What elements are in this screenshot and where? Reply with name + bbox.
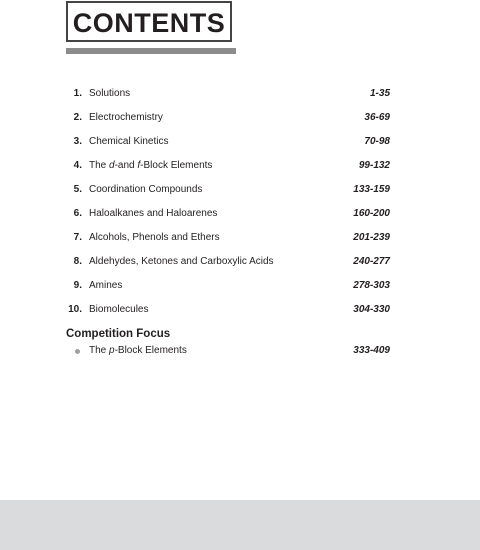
toc-entry-10[interactable] [66, 301, 390, 325]
title-part: -Block Elements [140, 160, 213, 171]
toc-entry-title: Aldehydes, Ketones and Carboxylic Acids [89, 256, 274, 267]
bullet-dot-icon [75, 349, 80, 354]
toc-entry-1[interactable] [66, 85, 390, 109]
toc-entry-9[interactable] [66, 277, 390, 301]
title-part: The [89, 345, 110, 356]
focus-entry-title [89, 344, 187, 358]
title-part-italic: d [109, 160, 115, 171]
toc-entry-number: 5. [73, 184, 82, 195]
toc-entry-title [89, 159, 212, 173]
title-box [66, 1, 232, 42]
toc-entry-title: Alcohols, Phenols and Ethers [89, 232, 220, 243]
toc-entry-3[interactable] [66, 133, 390, 157]
competition-focus-heading: Competition Focus [66, 328, 171, 340]
toc-entry-title: Solutions [89, 88, 131, 99]
toc-entry-pages: 70-98 [364, 136, 390, 147]
title-part-italic: p [109, 345, 115, 356]
toc-entry-pages: 160-200 [353, 208, 390, 219]
toc-entry-number: 10. [68, 304, 82, 315]
toc-entry-number: 7. [73, 232, 82, 243]
toc-entry-pages: 240-277 [353, 256, 390, 267]
toc-entry-number: 8. [73, 256, 82, 267]
toc-entry-number: 3. [73, 136, 82, 147]
toc-entry-number: 6. [73, 208, 82, 219]
title-part: -and [114, 160, 138, 171]
toc-entry-8[interactable] [66, 253, 390, 277]
toc-entry-7[interactable] [66, 229, 390, 253]
toc-entry-title: Biomolecules [89, 304, 149, 315]
toc-entry-title: Electrochemistry [89, 112, 163, 123]
toc-entry-pages: 133-159 [353, 184, 390, 195]
toc-entry-pages: 304-330 [353, 304, 390, 315]
toc-entry-pages: 201-239 [353, 232, 390, 243]
footer-band [0, 500, 480, 550]
toc-entry-pages: 1-35 [369, 88, 390, 99]
toc-entry-4[interactable] [66, 157, 390, 181]
toc-entry-5[interactable] [66, 181, 390, 205]
toc-entry-pages: 99-132 [358, 160, 390, 171]
title-part: The [89, 160, 110, 171]
title-part-italic: f [137, 160, 141, 171]
toc-entry-6[interactable] [66, 205, 390, 229]
focus-entry-pages: 333-409 [353, 345, 390, 356]
toc-entry-title: Chemical Kinetics [89, 136, 169, 147]
toc-entry-title: Coordination Compounds [89, 184, 203, 195]
title-underline-rule [66, 48, 236, 54]
toc-entry-number: 1. [73, 88, 82, 99]
page-title: CONTENTS [72, 8, 226, 38]
toc-entry-number: 2. [73, 112, 82, 123]
title-part: -Block Elements [114, 345, 187, 356]
toc-entry-pages: 278-303 [353, 280, 390, 291]
toc-entry-number: 4. [73, 160, 82, 171]
toc-entry-pages: 36-69 [364, 112, 390, 123]
toc-entry-number: 9. [73, 280, 82, 291]
toc-entry-title: Haloalkanes and Haloarenes [89, 208, 218, 219]
toc-entry-title: Amines [89, 280, 123, 291]
toc-entry-2[interactable] [66, 109, 390, 133]
table-of-contents [66, 85, 390, 325]
competition-focus-entry[interactable] [66, 344, 390, 360]
